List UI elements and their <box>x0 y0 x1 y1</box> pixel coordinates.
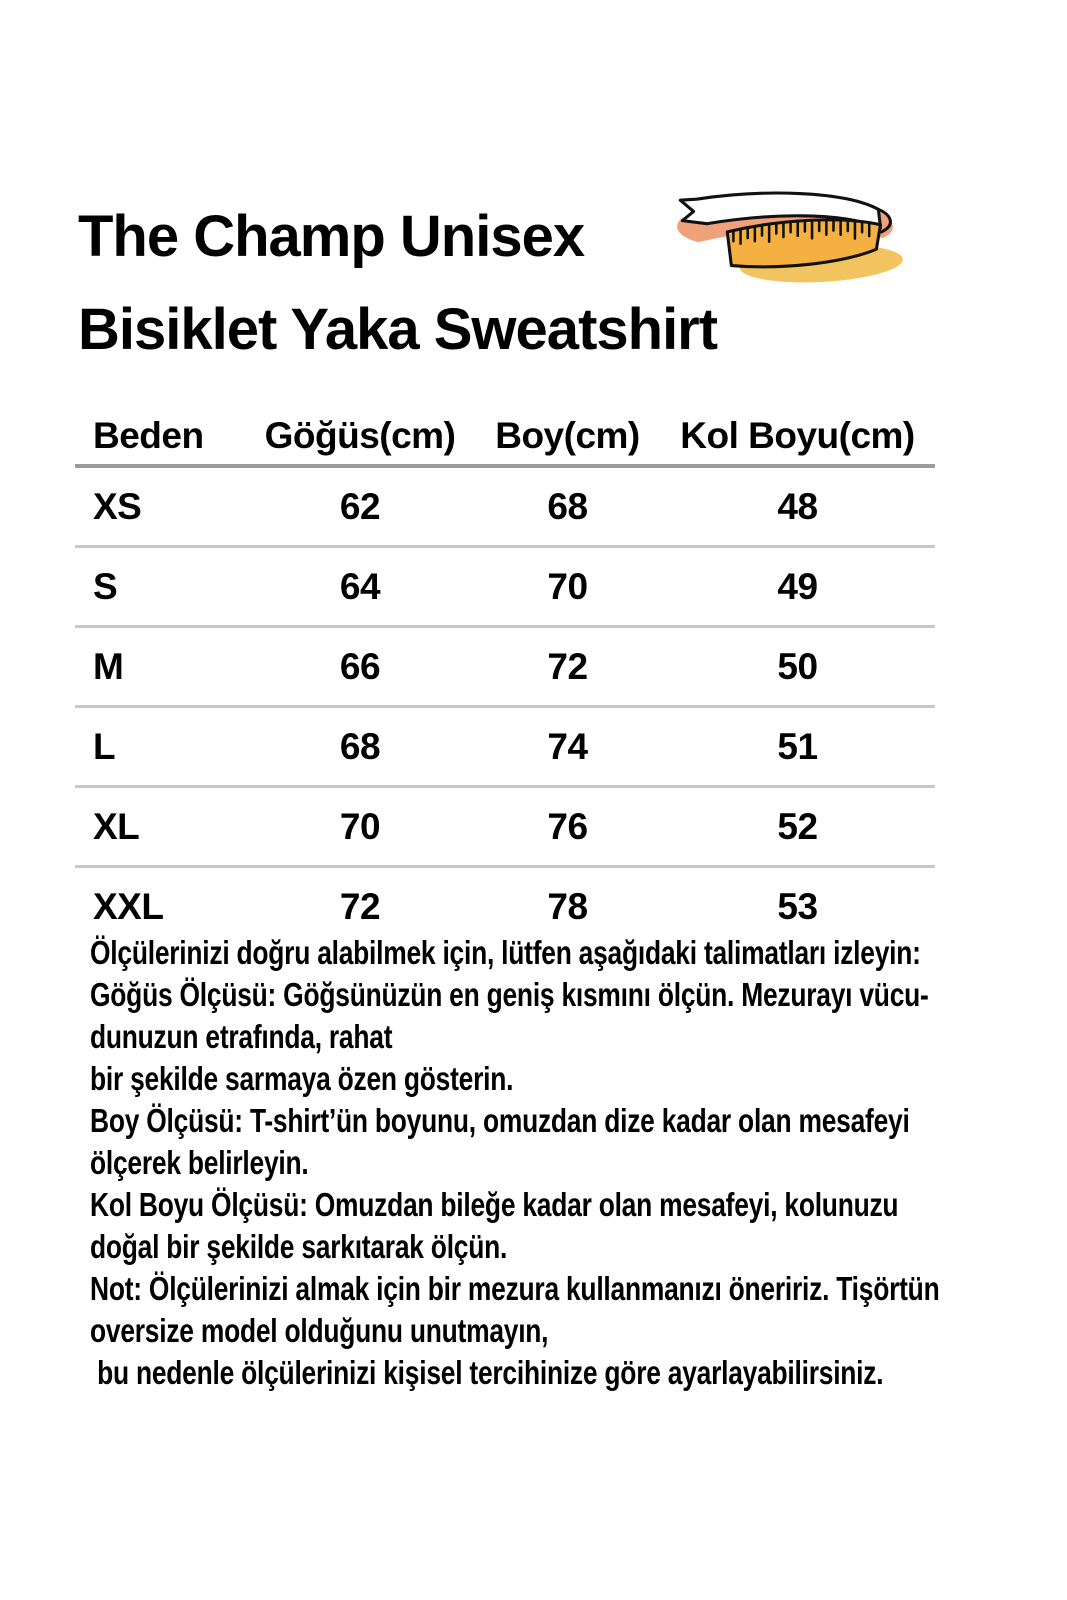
instruction-line: Boy Ölçüsü: T-shirt’ün boyunu, omuzdan dize kadar olan mesafeyi <box>90 1102 910 1139</box>
chest-value: 72 <box>339 885 381 927</box>
chest-value: 64 <box>339 565 381 607</box>
table-row-s <box>75 548 935 628</box>
table-row-xl <box>75 788 935 868</box>
sleeve-value: 49 <box>777 565 818 607</box>
sleeve-value: 53 <box>777 885 818 927</box>
table-row-xs <box>75 468 935 548</box>
size-label: XS <box>93 485 142 527</box>
sleeve-value: 52 <box>777 805 818 847</box>
measurement-instructions <box>90 932 1018 1394</box>
size-label: XXL <box>93 885 164 927</box>
instruction-line: bir şekilde sarmaya özen gösterin. <box>90 1060 514 1097</box>
measuring-tape-icon <box>666 186 906 290</box>
sleeve-value: 50 <box>777 645 818 687</box>
instruction-line: Not: Ölçülerinizi almak için bir mezura kullanmanızı öneririz. Tişörtün <box>90 1270 940 1307</box>
chest-value: 62 <box>339 485 381 527</box>
length-value: 74 <box>547 725 588 767</box>
size-table <box>75 408 935 945</box>
instruction-line: Göğüs Ölçüsü: Göğsünüzün en geniş kısmını ölçün. Mezurayı vücu- <box>90 976 929 1013</box>
instruction-line: doğal bir şekilde sarkıtarak ölçün. <box>90 1228 508 1265</box>
column-header-kol-boyu: Kol Boyu(cm) <box>680 415 915 456</box>
column-header-boy: Boy(cm) <box>495 415 640 456</box>
column-header-beden: Beden <box>93 415 204 456</box>
instruction-line: Ölçülerinizi doğru alabilmek için, lütfen aşağıdaki talimatları izleyin: <box>90 934 921 971</box>
table-header-row <box>75 408 935 468</box>
instruction-line: bu nedenle ölçülerinizi kişisel tercihinize göre ayarlayabilirsiniz. <box>90 1354 884 1391</box>
length-value: 70 <box>547 565 588 607</box>
instruction-line: dunuzun etrafında, rahat <box>90 1018 393 1055</box>
table-row-l <box>75 708 935 788</box>
size-label: S <box>93 565 118 607</box>
sleeve-value: 51 <box>777 725 818 767</box>
length-value: 68 <box>547 485 588 527</box>
length-value: 78 <box>547 885 588 927</box>
sleeve-value: 48 <box>777 485 818 527</box>
instruction-line: oversize model olduğunu unutmayın, <box>90 1312 549 1349</box>
length-value: 72 <box>547 645 588 687</box>
column-header-gogus: Göğüs(cm) <box>264 415 456 456</box>
instruction-line: Kol Boyu Ölçüsü: Omuzdan bileğe kadar olan mesafeyi, kolunuzu <box>90 1186 899 1223</box>
chest-value: 70 <box>339 805 381 847</box>
product-title-line1: The Champ Unisex <box>78 204 585 269</box>
instruction-line: ölçerek belirleyin. <box>90 1144 309 1181</box>
size-label: L <box>93 725 116 767</box>
size-label: XL <box>93 805 140 847</box>
chest-value: 66 <box>339 645 381 687</box>
chest-value: 68 <box>339 725 381 767</box>
size-label: M <box>93 645 124 687</box>
product-title-line2: Bisiklet Yaka Sweatshirt <box>78 297 718 362</box>
length-value: 76 <box>547 805 588 847</box>
table-row-m <box>75 628 935 708</box>
